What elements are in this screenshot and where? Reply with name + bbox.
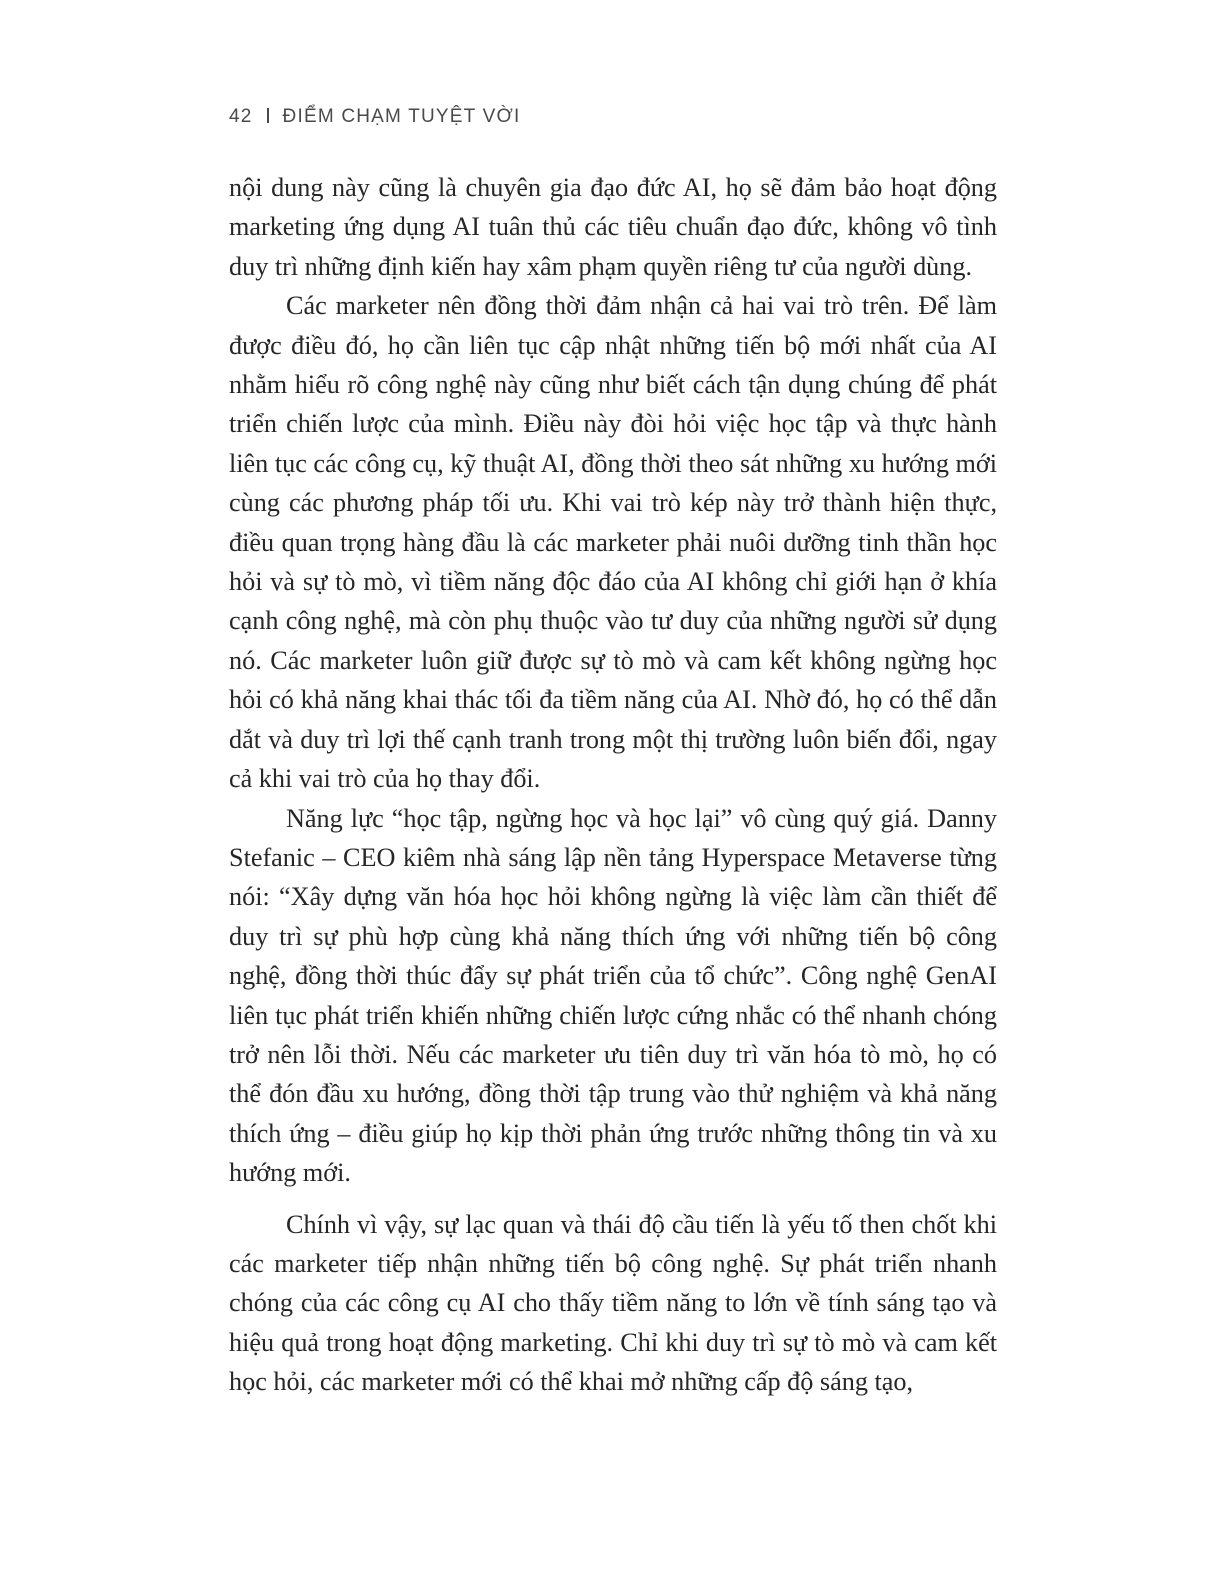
header-separator — [267, 108, 269, 123]
body-text — [229, 168, 997, 1402]
paragraph-learning-culture: Năng lực “học tập, ngừng học và học lại” vô cùng quý giá. Danny Stefanic – CEO kiêm nhà sáng lập nền tảng Hyperspace Metaverse từng nói: “Xây dựng văn hóa học hỏi không ngừng là việc làm cần thiết để duy trì sự phù hợp cùng khả năng thích ứng với những tiến bộ công nghệ, đồng thời thúc đẩy sự phát triển của tổ chức”. Công nghệ GenAI liên tục phát triển khiến những chiến lược cứng nhắc có thể nhanh chóng trở nên lỗi thời. Nếu các marketer ưu tiên duy trì văn hóa tò mò, họ có thể đón đầu xu hướng, đồng thời tập trung vào thử nghiệm và khả năng thích ứng – điều giúp họ kịp thời phản ứng trước những thông tin và xu hướng mới. — [229, 803, 997, 1188]
page-number: 42 — [229, 106, 253, 127]
running-header — [229, 106, 520, 128]
paragraph-continued: nội dung này cũng là chuyên gia đạo đức AI, họ sẽ đảm bảo hoạt động marketing ứng dụng AI tuân thủ các tiêu chuẩn đạo đức, không vô tình duy trì những định kiến hay xâm phạm quyền riêng tư của người dùng. — [229, 173, 997, 281]
chapter-title: ĐIỂM CHẠM TUYỆT VỜI — [282, 106, 521, 127]
paragraph-optimism: Chính vì vậy, sự lạc quan và thái độ cầu tiến là yếu tố then chốt khi các marketer tiếp nhận những tiến bộ công nghệ. Sự phát triển nhanh chóng của các công cụ AI cho thấy tiềm năng to lớn về tính sáng tạo và hiệu quả trong hoạt động marketing. Chỉ khi duy trì sự tò mò và cam kết học hỏi, các marketer mới có thể khai mở những cấp độ sáng tạo, — [229, 1209, 997, 1397]
paragraph-dual-role: Các marketer nên đồng thời đảm nhận cả hai vai trò trên. Để làm được điều đó, họ cần liên tục cập nhật những tiến bộ mới nhất của AI nhằm hiểu rõ công nghệ này cũng như biết cách tận dụng chúng để phát triển chiến lược của mình. Điều này đòi hỏi việc học tập và thực hành liên tục các công cụ, kỹ thuật AI, đồng thời theo sát những xu hướng mới cùng các phương pháp tối ưu. Khi vai trò kép này trở thành hiện thực, điều quan trọng hàng đầu là các marketer phải nuôi dưỡng tinh thần học hỏi và sự tò mò, vì tiềm năng độc đáo của AI không chỉ giới hạn ở khía cạnh công nghệ, mà còn phụ thuộc vào tư duy của những người sử dụng nó. Các marketer luôn giữ được sự tò mò và cam kết không ngừng học hỏi có khả năng khai thác tối đa tiềm năng của AI. Nhờ đó, họ có thể dẫn dắt và duy trì lợi thế cạnh tranh trong một thị trường luôn biến đổi, ngay cả khi vai trò của họ thay đổi. — [229, 291, 997, 794]
